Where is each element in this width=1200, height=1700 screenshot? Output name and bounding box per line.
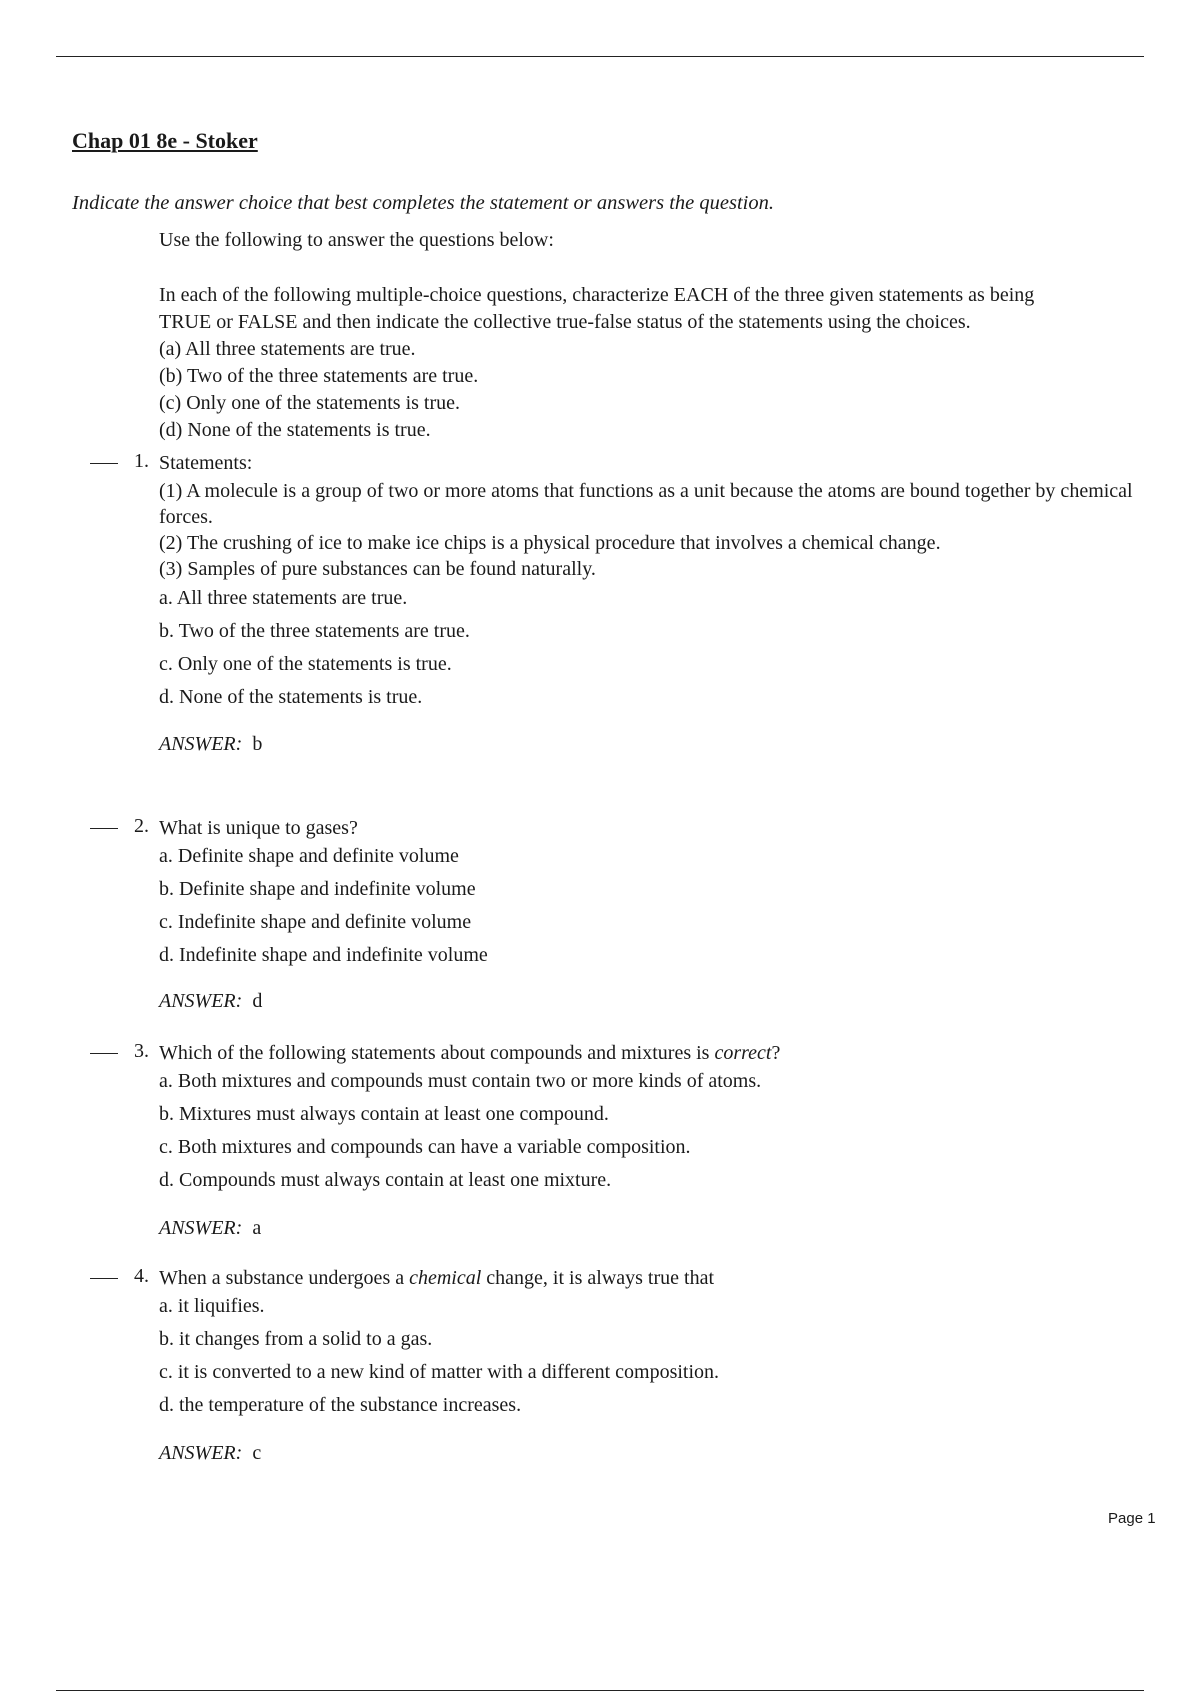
answer-line <box>159 990 262 1013</box>
question-number: 3. <box>134 1040 149 1062</box>
question-stem: When a substance undergoes a chemical change, it is always true that <box>159 1267 715 1289</box>
question-number: 4. <box>134 1265 149 1287</box>
question-stem: Which of the following statements about compounds and mixtures is correct? <box>159 1042 781 1064</box>
option-b: b. Definite shape and indefinite volume <box>159 878 476 900</box>
context-line: In each of the following multiple-choice questions, characterize EACH of the three given statements as being <box>159 284 1035 306</box>
context-choice-b: (b) Two of the three statements are true. <box>159 365 479 387</box>
bottom-rule <box>56 1690 1144 1691</box>
answer-blank[interactable] <box>90 463 118 464</box>
answer-value: d <box>252 990 263 1012</box>
option-a: a. All three statements are true. <box>159 587 408 609</box>
answer-label: ANSWER: <box>159 733 243 755</box>
context-line: TRUE or FALSE and then indicate the collective true-false status of the statements using the choices. <box>159 311 971 333</box>
option-a: a. it liquifies. <box>159 1295 265 1317</box>
option-d: d. Indefinite shape and indefinite volume <box>159 944 488 966</box>
answer-label: ANSWER: <box>159 990 243 1012</box>
option-c: c. Both mixtures and compounds can have a variable composition. <box>159 1136 691 1158</box>
option-c: c. Only one of the statements is true. <box>159 653 452 675</box>
answer-line <box>159 1217 261 1240</box>
top-rule <box>56 56 1144 57</box>
option-b: b. Mixtures must always contain at least one compound. <box>159 1103 609 1125</box>
statement-2: (2) The crushing of ice to make ice chips is a physical procedure that involves a chemical change. <box>159 532 941 554</box>
answer-line <box>159 733 262 756</box>
answer-line <box>159 1442 261 1465</box>
document-title: Chap 01 8e - Stoker <box>72 128 258 153</box>
context-block <box>159 282 1159 444</box>
answer-label: ANSWER: <box>159 1217 243 1239</box>
statement-1: (1) A molecule is a group of two or more atoms that functions as a unit because the atoms are bound together by chemical forces. <box>159 480 1133 528</box>
answer-value: a <box>252 1217 262 1239</box>
answer-blank[interactable] <box>90 1053 118 1054</box>
context-choice-c: (c) Only one of the statements is true. <box>159 392 461 414</box>
context-choice-d: (d) None of the statements is true. <box>159 419 431 441</box>
option-d: d. None of the statements is true. <box>159 686 423 708</box>
option-d: d. Compounds must always contain at least one mixture. <box>159 1169 612 1191</box>
option-a: a. Both mixtures and compounds must contain two or more kinds of atoms. <box>159 1070 762 1092</box>
answer-label: ANSWER: <box>159 1442 243 1464</box>
option-c: c. Indefinite shape and definite volume <box>159 911 472 933</box>
context-intro: Use the following to answer the questions below: <box>159 229 554 251</box>
answer-blank[interactable] <box>90 828 118 829</box>
instructions: Indicate the answer choice that best completes the statement or answers the question. <box>72 192 774 214</box>
question-stem: Statements: <box>159 452 253 474</box>
option-a: a. Definite shape and definite volume <box>159 845 459 867</box>
statement-3: (3) Samples of pure substances can be found naturally. <box>159 558 596 580</box>
page-number: Page 1 <box>1108 1510 1156 1527</box>
option-d: d. the temperature of the substance increases. <box>159 1394 522 1416</box>
question-number: 1. <box>134 450 149 472</box>
context-choice-a: (a) All three statements are true. <box>159 338 416 360</box>
option-b: b. Two of the three statements are true. <box>159 620 470 642</box>
answer-blank[interactable] <box>90 1278 118 1279</box>
option-b: b. it changes from a solid to a gas. <box>159 1328 433 1350</box>
question-stem: What is unique to gases? <box>159 817 358 839</box>
answer-value: c <box>252 1442 262 1464</box>
question-number: 2. <box>134 815 149 837</box>
answer-value: b <box>252 733 263 755</box>
option-c: c. it is converted to a new kind of matter with a different composition. <box>159 1361 720 1383</box>
